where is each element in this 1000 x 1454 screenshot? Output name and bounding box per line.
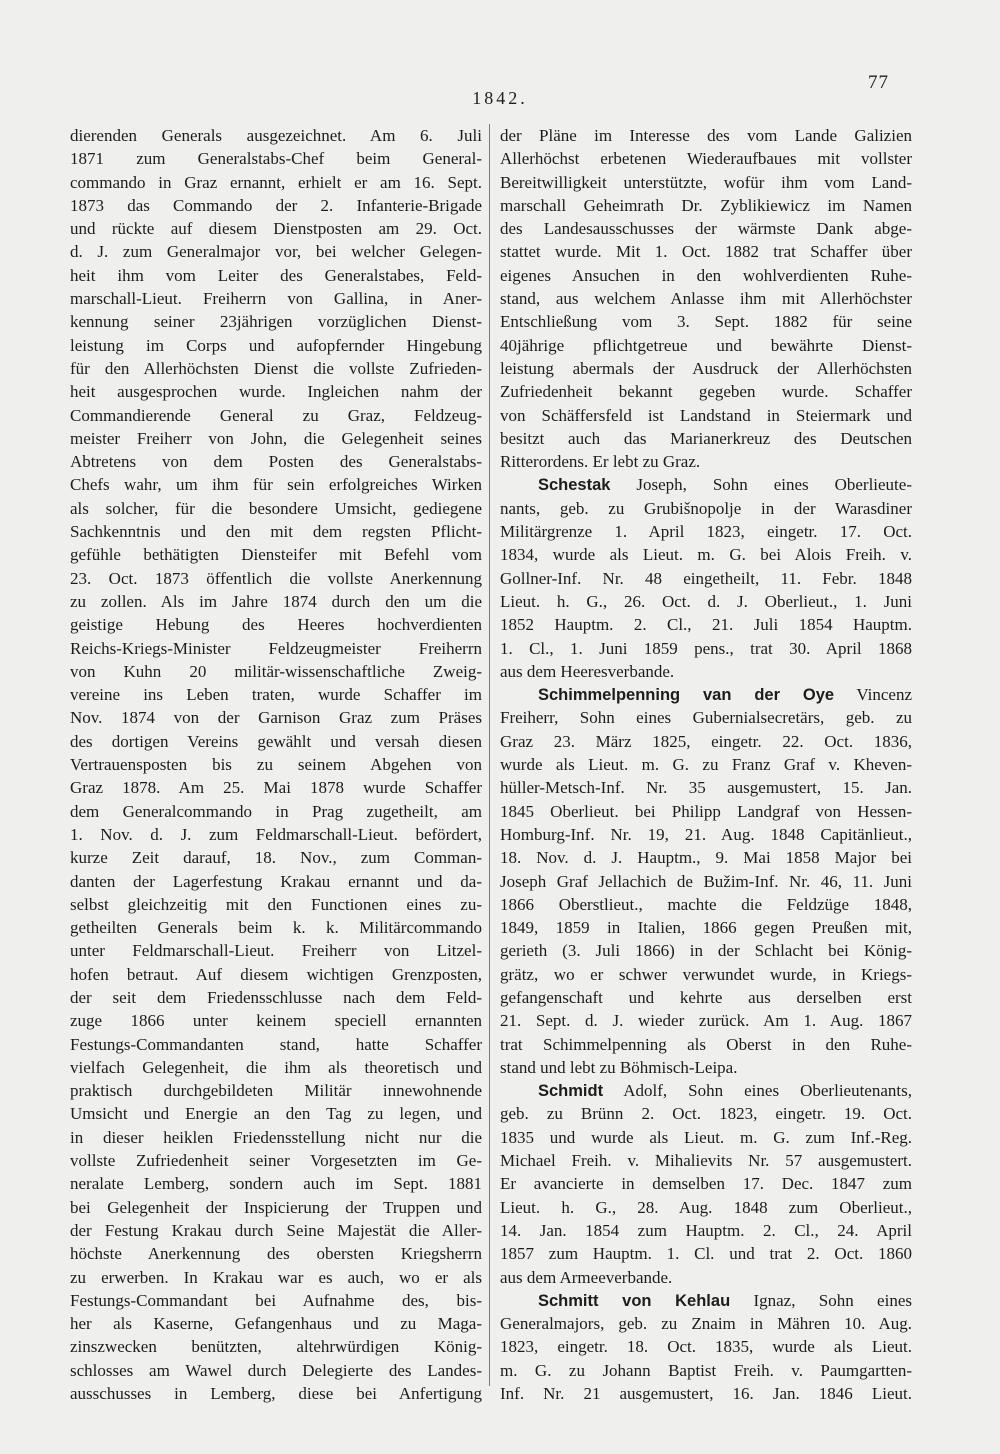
text-line: höchste Anerkennung des obersten Kriegsherrn bbox=[70, 1244, 482, 1264]
text-line: vereine ins Leben traten, wurde Schaffer im bbox=[70, 685, 482, 705]
text-line: Commandierende General zu Graz, Feldzeug- bbox=[70, 405, 482, 425]
text-line: dierenden Generals ausgezeichnet. Am 6. Juli bbox=[70, 126, 482, 145]
text-line: von Schäffersfeld ist Landstand in Steiermark und bbox=[500, 405, 912, 425]
text-line: Graz 1878. Am 25. Mai 1878 wurde Schaffer bbox=[70, 778, 482, 798]
text-line: Allerhöchst erbetenen Wiederaufbaues mit vollster bbox=[500, 149, 912, 169]
text-line: Abtretens von dem Posten des Generalstabs- bbox=[70, 452, 482, 472]
text-line: 1866 Oberstlieut., machte die Feldzüge 1848, bbox=[500, 894, 912, 914]
text-line: der seit dem Friedensschlusse nach dem Feld- bbox=[70, 987, 482, 1007]
text-line: kennung seiner 23jährigen vorzüglichen Dienst- bbox=[70, 312, 482, 332]
text-line: als solcher, für die besondere Umsicht, gediegene bbox=[70, 498, 482, 518]
text-line: Sachkenntnis und den mit dem regsten Pflicht- bbox=[70, 522, 482, 542]
text-line: danten der Lagerfestung Krakau ernannt und da- bbox=[70, 871, 482, 891]
text-line: Joseph Graf Jellachich de Bužim-Inf. Nr. 46, 11. Juni bbox=[500, 871, 912, 891]
text-line: zu zollen. Als im Jahre 1874 durch den um die bbox=[70, 591, 482, 611]
text-line: von Kuhn 20 militär-wissenschaftliche Zweig- bbox=[70, 661, 482, 681]
text-line: stand, aus welchem Anlasse ihm mit Allerhöchster bbox=[500, 289, 912, 309]
text-line: Chefs wahr, um ihm für sein erfolgreiches Wirken bbox=[70, 475, 482, 495]
entry-name: Schmitt von Kehlau bbox=[538, 1291, 731, 1310]
text-line: wurde als Lieut. m. G. zu Franz Graf v. Kheven- bbox=[500, 755, 912, 775]
text-line: schlosses am Wawel durch Delegierte des Landes- bbox=[70, 1360, 482, 1380]
text-line: heit ihm vom Leiter des Generalstabes, Feld- bbox=[70, 265, 482, 285]
text-line: 1849, 1859 in Italien, 1866 gegen Preußen mit, bbox=[500, 918, 912, 938]
text-line: leistung im Corps und aufopfernder Hingebung bbox=[70, 335, 482, 355]
text-line: Festungs-Commandant bei Aufnahme des, bis- bbox=[70, 1290, 482, 1310]
text-line: heit ausgesprochen wurde. Ingleichen nahm der bbox=[70, 382, 482, 402]
text-line: zuge 1866 unter keinem speciell ernannten bbox=[70, 1011, 482, 1031]
text-line: 1857 zum Hauptm. 1. Cl. und trat 2. Oct. 1860 bbox=[500, 1244, 912, 1264]
text-line: stattet wurde. Mit 1. Oct. 1882 trat Schaffer über bbox=[500, 242, 912, 262]
text-line: 23. Oct. 1873 öffentlich die vollste Anerkennung bbox=[70, 568, 482, 588]
entry-first-text: Vincenz bbox=[834, 685, 912, 705]
text-line: Michael Freih. v. Mihalievits Nr. 57 ausgemustert. bbox=[500, 1151, 912, 1171]
text-line: Entschließung vom 3. Sept. 1882 für seine bbox=[500, 312, 912, 332]
text-line: Vertrauensposten bis zu seinem Abgehen von bbox=[70, 755, 482, 775]
text-line: m. G. zu Johann Baptist Freih. v. Paumgartten- bbox=[500, 1360, 912, 1380]
text-line: aus dem Armeeverbande. bbox=[500, 1267, 673, 1287]
text-line: ausschusses in Lemberg, diese bei Anfertigung bbox=[70, 1384, 482, 1404]
text-line: d. J. zum Generalmajor vor, bei welcher Gelegen- bbox=[70, 242, 482, 262]
text-line: kurze Zeit darauf, 18. Nov., zum Comman- bbox=[70, 848, 482, 868]
entry-heading-line bbox=[500, 473, 912, 496]
text-line: geistige Hebung des Heeres hochverdienten bbox=[70, 615, 482, 635]
right-text-column bbox=[500, 124, 912, 1405]
text-line: 1835 und wurde als Lieut. m. G. zum Inf.-Reg. bbox=[500, 1127, 912, 1147]
text-line: besitzt auch das Marianerkreuz des Deutschen bbox=[500, 428, 912, 448]
text-line: grätz, wo er schwer verwundet wurde, in Kriegs- bbox=[500, 964, 912, 984]
text-line: 1. Cl., 1. Juni 1859 pens., trat 30. April 1868 bbox=[500, 638, 912, 658]
text-line: vollste Zufriedenheit seiner Vorgesetzten im Ge- bbox=[70, 1151, 482, 1171]
text-line: des dortigen Vereins gewählt und versah diesen bbox=[70, 731, 482, 751]
text-line: Lieut. h. G., 28. Aug. 1848 zum Oberlieut., bbox=[500, 1197, 912, 1217]
entry-heading-line bbox=[500, 1079, 912, 1102]
entry-name: Schestak bbox=[538, 476, 611, 495]
text-line: marschall Geheimrath Dr. Zyblikiewicz im Namen bbox=[500, 195, 912, 215]
text-line: meister Freiherr von John, die Gelegenheit seines bbox=[70, 428, 482, 448]
text-line: Lieut. h. G., 26. Oct. d. J. Oberlieut., 1. Juni bbox=[500, 591, 912, 611]
text-line: Ritterordens. Er lebt zu Graz. bbox=[500, 452, 701, 472]
text-line: aus dem Heeresverbande. bbox=[500, 661, 675, 681]
entry-heading-line bbox=[500, 683, 912, 706]
text-line: 18. Nov. d. J. Hauptm., 9. Mai 1858 Major bei bbox=[500, 848, 912, 868]
text-line: Militärgrenze 1. April 1823, eingetr. 17. Oct. bbox=[500, 522, 912, 542]
text-line: der Pläne im Interesse des vom Lande Galizien bbox=[500, 126, 912, 145]
text-line: Er avancierte in demselben 17. Dec. 1847 zum bbox=[500, 1174, 912, 1194]
text-line: neralate Lemberg, sondern auch im Sept. 1881 bbox=[70, 1174, 482, 1194]
text-line: Generalmajors, geb. zu Znaim in Mähren 10. Aug. bbox=[500, 1314, 912, 1334]
text-line: 1845 Oberlieut. bei Philipp Landgraf von Hessen- bbox=[500, 801, 912, 821]
text-line: 1834, wurde als Lieut. m. G. bei Alois Freih. v. bbox=[500, 545, 912, 565]
text-line: 40jährige pflichtgetreue und bewährte Dienst- bbox=[500, 335, 912, 355]
text-line: marschall-Lieut. Freiherrn von Gallina, in Aner- bbox=[70, 289, 482, 309]
page-number: 77 bbox=[868, 72, 889, 93]
text-line: commando in Graz ernannt, erhielt er am 16. Sept. bbox=[70, 172, 482, 192]
text-line: bei Gelegenheit der Inspicierung der Truppen und bbox=[70, 1197, 482, 1217]
text-line: Nov. 1874 von der Garnison Graz zum Präses bbox=[70, 708, 482, 728]
text-line: zinszwecken benützten, altehrwürdigen König- bbox=[70, 1337, 482, 1357]
entry-first-text: Adolf, Sohn eines Oberlieutenants, bbox=[603, 1081, 912, 1101]
text-line: trat Schimmelpenning als Oberst in den Ruhe- bbox=[500, 1034, 912, 1054]
text-line: hüller-Metsch-Inf. Nr. 35 ausgemustert, 15. Jan. bbox=[500, 778, 912, 798]
entry-name: Schmidt bbox=[538, 1082, 604, 1101]
text-line: gefühle bethätigten Diensteifer mit Befehl vom bbox=[70, 545, 482, 565]
text-line: 14. Jan. 1854 zum Hauptm. 2. Cl., 24. April bbox=[500, 1220, 912, 1240]
left-text-column bbox=[70, 124, 482, 1405]
text-line: Homburg-Inf. Nr. 19, 21. Aug. 1848 Capitänlieut., bbox=[500, 824, 912, 844]
text-line: leistung abermals der Ausdruck der Allerhöchsten bbox=[500, 358, 912, 378]
text-line: Inf. Nr. 21 ausgemustert, 16. Jan. 1846 Lieut. bbox=[500, 1384, 912, 1404]
text-line: Festungs-Commandanten stand, hatte Schaffer bbox=[70, 1034, 482, 1054]
text-line: dem Generalcommando in Prag zugetheilt, am bbox=[70, 801, 482, 821]
text-line: Bereitwilligkeit unterstützte, wofür ihm vom Land- bbox=[500, 172, 912, 192]
text-line: stand und lebt zu Böhmisch-Leipa. bbox=[500, 1057, 738, 1077]
text-line: 1871 zum Generalstabs-Chef beim General- bbox=[70, 149, 482, 169]
text-line: Umsicht und Energie an den Tag zu legen, und bbox=[70, 1104, 482, 1124]
text-line: 1823, eingetr. 18. Oct. 1835, wurde als Lieut. bbox=[500, 1337, 912, 1357]
column-divider bbox=[489, 124, 490, 1386]
text-line: 21. Sept. d. J. wieder zurück. Am 1. Aug. 1867 bbox=[500, 1011, 912, 1031]
entry-first-text: Joseph, Sohn eines Oberlieute- bbox=[610, 475, 912, 495]
text-line: zu erwerben. In Krakau war es auch, wo er als bbox=[70, 1267, 482, 1287]
text-line: nants, geb. zu Grubišnopolje in der Warasdiner bbox=[500, 498, 912, 518]
text-line: Freiherr, Sohn eines Gubernialsecretärs, geb. zu bbox=[500, 708, 912, 728]
text-line: in dieser heiklen Friedensstellung nicht nur die bbox=[70, 1127, 482, 1147]
text-line: des Landesausschusses der wärmste Dank abge- bbox=[500, 219, 912, 239]
text-line: und rückte auf diesem Dienstposten am 29. Oct. bbox=[70, 219, 482, 239]
text-line: 1852 Hauptm. 2. Cl., 21. Juli 1854 Hauptm. bbox=[500, 615, 912, 635]
text-line: praktisch durchgebildeten Militär innewohnende bbox=[70, 1081, 482, 1101]
text-line: Reichs-Kriegs-Minister Feldzeugmeister Freiherrn bbox=[70, 638, 482, 658]
text-line: für den Allerhöchsten Dienst die vollste Zufrieden- bbox=[70, 358, 482, 378]
text-line: unter Feldmarschall-Lieut. Freiherr von Litzel- bbox=[70, 941, 482, 961]
text-line: Zufriedenheit bekannt gegeben wurde. Schaffer bbox=[500, 382, 912, 402]
text-line: der Festung Krakau durch Seine Majestät die Aller- bbox=[70, 1220, 482, 1240]
text-line: 1. Nov. d. J. zum Feldmarschall-Lieut. befördert, bbox=[70, 824, 482, 844]
text-line: gefangenschaft und kehrte aus derselben erst bbox=[500, 987, 912, 1007]
text-line: geb. zu Brünn 2. Oct. 1823, eingetr. 19. Oct. bbox=[500, 1104, 912, 1124]
text-line: getheilten Generals beim k. k. Militärcommando bbox=[70, 918, 482, 938]
text-line: gerieth (3. Juli 1866) in der Schlacht bei König- bbox=[500, 941, 912, 961]
text-line: Graz 23. März 1825, eingetr. 22. Oct. 1836, bbox=[500, 731, 912, 751]
text-line: 1873 das Commando der 2. Infanterie-Brigade bbox=[70, 195, 482, 215]
text-line: vielfach Gelegenheit, die ihm als theoretisch und bbox=[70, 1057, 482, 1077]
text-line: eigenes Ansuchen in den wohlverdienten Ruhe- bbox=[500, 265, 912, 285]
text-line: hofen betraut. Auf diesem wichtigen Grenzposten, bbox=[70, 964, 482, 984]
text-line: her als Kaserne, Gefangenhaus und zu Maga- bbox=[70, 1314, 482, 1334]
text-line: selbst gleichzeitig mit den Functionen eines zu- bbox=[70, 894, 482, 914]
text-line: Gollner-Inf. Nr. 48 eingetheilt, 11. Febr. 1848 bbox=[500, 568, 912, 588]
entry-heading-line bbox=[500, 1289, 912, 1312]
entry-name: Schimmelpenning van der Oye bbox=[538, 686, 835, 705]
running-head-year: 1842. bbox=[472, 88, 528, 108]
entry-first-text: Ignaz, Sohn eines bbox=[730, 1290, 912, 1310]
